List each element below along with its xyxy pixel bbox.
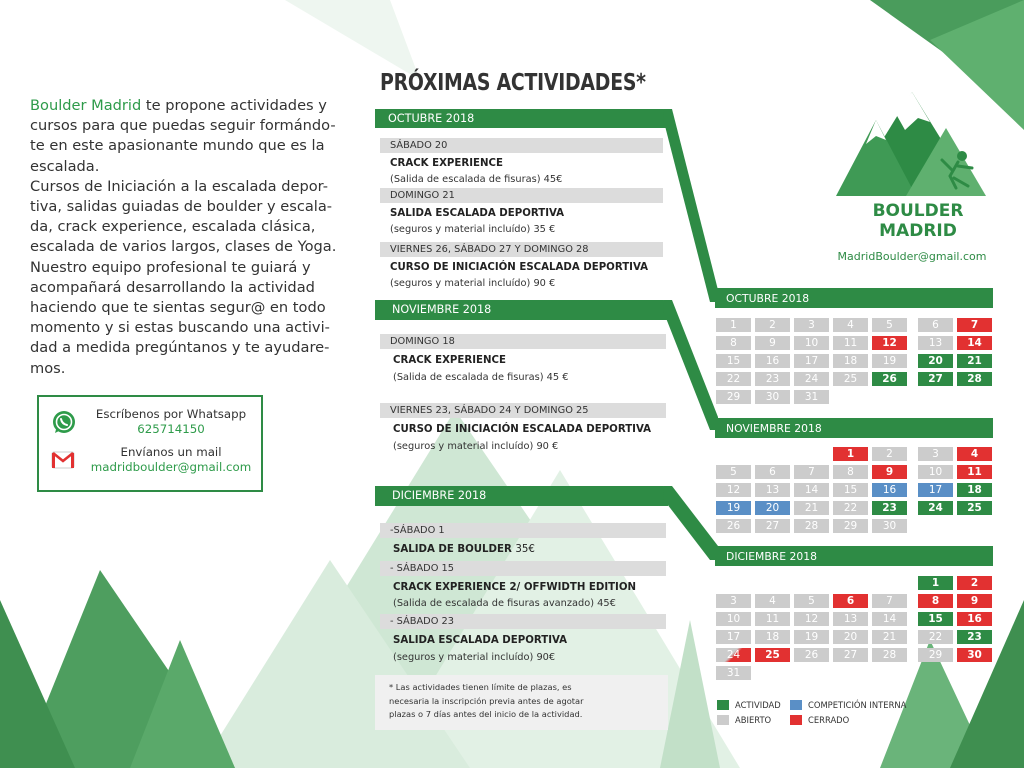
activity-detail: (Salida de escalada de fisuras) 45€	[390, 174, 563, 185]
calendar-day-competicion: 20	[755, 501, 790, 515]
footnote-line: * Las actividades tienen límite de plazas, es	[389, 682, 572, 692]
intro-line: dad a medida pregúntanos y te ayudare-	[30, 339, 330, 357]
calendar-day-abierto: 4	[755, 594, 790, 608]
calendar-day-mixed: 24	[716, 648, 751, 662]
calendar-day-abierto: 10	[918, 465, 953, 479]
activity-date: VIERNES 23, SÁBADO 24 Y DOMINGO 25	[380, 403, 666, 418]
calendar-day-abierto: 1	[716, 318, 751, 332]
calendar-day-abierto: 20	[833, 630, 868, 644]
calendar-day-abierto: 15	[833, 483, 868, 497]
calendar-day-cerrado: 11	[957, 465, 992, 479]
activity-name: CRACK EXPERIENCE	[390, 158, 503, 169]
calendar-day-abierto: 18	[755, 630, 790, 644]
calendar-day-cerrado: 8	[918, 594, 953, 608]
calendar-day-abierto: 26	[716, 519, 751, 533]
activity-price: 35€	[515, 544, 535, 555]
calendar-day-abierto: 25	[833, 372, 868, 386]
intro-line: haciendo que te sientas segur@ en todo	[30, 299, 326, 317]
calendar-day-abierto: 15	[716, 354, 751, 368]
calendar-day-actividad: 18	[957, 483, 992, 497]
intro-line-text: te propone actividades y	[145, 97, 327, 114]
legend-swatch-actividad	[717, 700, 729, 710]
calendar-day-abierto: 9	[755, 336, 790, 350]
activity-date: - SÁBADO 23	[380, 614, 666, 629]
calendar-day-abierto: 4	[833, 318, 868, 332]
calendar-day-abierto: 31	[716, 666, 751, 680]
legend-label: COMPETICIÓN INTERNA	[808, 700, 907, 710]
calendar-day-abierto: 5	[794, 594, 829, 608]
activity-name: CRACK EXPERIENCE 2/ OFFWIDTH EDITION	[393, 582, 637, 593]
mountain-climber-logo-icon	[836, 92, 986, 196]
activity-date: DOMINGO 21	[380, 188, 663, 203]
calendar-day-abierto: 18	[833, 354, 868, 368]
footnote-line: plazas o 7 días antes del inicio de la actividad.	[389, 709, 583, 719]
calendar-day-abierto: 14	[794, 483, 829, 497]
calendar-day-abierto: 6	[755, 465, 790, 479]
intro-line: tiva, salidas guiadas de boulder y escala-	[30, 198, 333, 216]
calendar-day-abierto: 27	[833, 648, 868, 662]
calendar-day-abierto: 12	[716, 483, 751, 497]
calendar-day-abierto: 23	[755, 372, 790, 386]
mail-label: Envíanos un mail	[120, 445, 222, 459]
whatsapp-icon[interactable]	[51, 409, 77, 435]
activity-detail: (seguros y material incluído) 90€	[393, 652, 556, 663]
calendar-day-abierto: 3	[716, 594, 751, 608]
intro-line	[30, 96, 342, 116]
calendar-day-abierto: 30	[755, 390, 790, 404]
calendar-day-actividad: 15	[918, 612, 953, 626]
calendar-day-actividad: 21	[957, 354, 992, 368]
calendar-day-abierto: 7	[794, 465, 829, 479]
activity-detail: (seguros y material incluído) 90 €	[393, 441, 559, 452]
legend-label: ABIERTO	[735, 715, 772, 725]
intro-line: te en este apasionante mundo que es la	[30, 137, 325, 155]
logo-line-2: MADRID	[879, 221, 957, 241]
calendar-day-abierto: 8	[716, 336, 751, 350]
calendar-day-abierto: 31	[794, 390, 829, 404]
intro-line: Nuestro equipo profesional te guiará y	[30, 258, 311, 276]
calendar-day-competicion: 17	[918, 483, 953, 497]
calendar-day-actividad: 27	[918, 372, 953, 386]
intro-line: escalada.	[30, 157, 100, 175]
legend-label: ACTIVIDAD	[735, 700, 781, 710]
calendar-day-abierto: 21	[794, 501, 829, 515]
calendar-header: DICIEMBRE 2018	[726, 550, 817, 563]
activity-name: CRACK EXPERIENCE	[393, 355, 506, 366]
gmail-icon[interactable]	[51, 450, 75, 470]
logo-wordmark	[858, 201, 978, 241]
brand-name: Boulder Madrid	[30, 97, 142, 114]
calendar-day-abierto: 10	[716, 612, 751, 626]
activity-name-text: SALIDA DE BOULDER	[393, 544, 512, 555]
calendar-day-cerrado: 16	[957, 612, 992, 626]
activities-month-header: OCTUBRE 2018	[388, 112, 475, 125]
calendar-day-abierto: 27	[755, 519, 790, 533]
calendar-day-abierto: 13	[833, 612, 868, 626]
calendar-day-competicion: 16	[872, 483, 907, 497]
activity-date: SÁBADO 20	[380, 138, 663, 153]
activity-date: -SÁBADO 1	[380, 523, 666, 538]
calendar-day-abierto: 10	[794, 336, 829, 350]
activity-detail: (seguros y material incluído) 35 €	[390, 224, 556, 235]
contact-box	[37, 395, 263, 492]
legend-swatch-competicion	[790, 700, 802, 710]
calendar-day-abierto: 7	[872, 594, 907, 608]
calendar-day-abierto: 29	[716, 390, 751, 404]
activities-month-header: DICIEMBRE 2018	[392, 489, 487, 502]
calendar-day-abierto: 14	[872, 612, 907, 626]
calendar-day-abierto: 21	[872, 630, 907, 644]
calendar-header: OCTUBRE 2018	[726, 292, 810, 305]
calendar-day-abierto: 17	[794, 354, 829, 368]
calendar-day-cerrado: 12	[872, 336, 907, 350]
calendar-day-abierto: 13	[755, 483, 790, 497]
activity-date: VIERNES 26, SÁBADO 27 Y DOMINGO 28	[380, 242, 663, 257]
activity-detail: (Salida de escalada de fisuras avanzado) 45€	[393, 598, 616, 609]
intro-line: escalada de varios largos, clases de Yoga.	[30, 238, 337, 256]
activities-month-header: NOVIEMBRE 2018	[392, 303, 492, 316]
calendar-day-actividad: 28	[957, 372, 992, 386]
calendar-day-cerrado: 6	[833, 594, 868, 608]
calendar-day-abierto: 17	[716, 630, 751, 644]
intro-line: acompañará desarrollando la actividad	[30, 278, 315, 296]
logo-email[interactable]: MadridBoulder@gmail.com	[837, 250, 987, 263]
legend-label: CERRADO	[808, 715, 850, 725]
logo-line-1: BOULDER	[872, 201, 964, 221]
activity-date: - SÁBADO 15	[380, 561, 666, 576]
calendar-day-actividad: 20	[918, 354, 953, 368]
activity-name: SALIDA ESCALADA DEPORTIVA	[390, 208, 565, 219]
calendar-day-abierto: 29	[918, 648, 953, 662]
whatsapp-number[interactable]: 625714150	[137, 422, 205, 436]
calendar-day-abierto: 24	[794, 372, 829, 386]
mail-address[interactable]: madridboulder@gmail.com	[90, 460, 252, 474]
calendar-day-cerrado: 4	[957, 447, 992, 461]
activity-name: CURSO DE INICIACIÓN ESCALADA DEPORTIVA	[390, 262, 649, 273]
legend-swatch-cerrado	[790, 715, 802, 725]
calendar-day-cerrado: 14	[957, 336, 992, 350]
intro-paragraph	[30, 96, 342, 379]
calendar-day-abierto: 11	[833, 336, 868, 350]
intro-line: cursos para que puedas seguir formándo-	[30, 117, 336, 135]
activity-name: CURSO DE INICIACIÓN ESCALADA DEPORTIVA	[393, 424, 652, 435]
calendar-day-abierto: 30	[872, 519, 907, 533]
calendar-day-abierto: 28	[872, 648, 907, 662]
activity-detail: (Salida de escalada de fisuras) 45 €	[393, 372, 569, 383]
footnote-line: necesaria la inscripción previa antes de agotar	[389, 695, 584, 706]
intro-line: Cursos de Iniciación a la escalada depor-	[30, 177, 328, 195]
calendar-day-abierto: 22	[716, 372, 751, 386]
whatsapp-label: Escríbenos por Whatsapp	[95, 407, 247, 421]
calendar-day-cerrado: 25	[755, 648, 790, 662]
activity-detail: (seguros y material incluído) 90 €	[390, 278, 556, 289]
calendar-day-cerrado: 9	[872, 465, 907, 479]
activity-date: DOMINGO 18	[380, 334, 666, 349]
calendar-day-actividad: 23	[872, 501, 907, 515]
calendar-day-abierto: 6	[918, 318, 953, 332]
calendar-day-abierto: 11	[755, 612, 790, 626]
calendar-day-actividad: 1	[918, 576, 953, 590]
calendar-day-abierto: 26	[794, 648, 829, 662]
calendar-day-abierto: 3	[794, 318, 829, 332]
calendar-day-abierto: 16	[755, 354, 790, 368]
intro-line: da, crack experience, escalada clásica,	[30, 218, 316, 236]
activity-name: SALIDA ESCALADA DEPORTIVA	[393, 635, 568, 646]
calendar-day-abierto: 8	[833, 465, 868, 479]
calendar-day-abierto: 3	[918, 447, 953, 461]
calendar-day-abierto: 2	[872, 447, 907, 461]
calendar-day-actividad: 23	[957, 630, 992, 644]
calendar-day-abierto: 2	[755, 318, 790, 332]
calendar-day-cerrado: 1	[833, 447, 868, 461]
calendar-day-actividad: 24	[918, 501, 953, 515]
calendar-day-abierto: 5	[872, 318, 907, 332]
calendar-day-abierto: 19	[872, 354, 907, 368]
calendar-header: NOVIEMBRE 2018	[726, 422, 822, 435]
calendar-day-competicion: 19	[716, 501, 751, 515]
intro-line: momento y si estas buscando una activi-	[30, 319, 330, 337]
calendar-day-abierto: 28	[794, 519, 829, 533]
calendar-day-abierto: 13	[918, 336, 953, 350]
activities-title: PRÓXIMAS ACTIVIDADES*	[380, 70, 646, 96]
calendar-day-cerrado: 30	[957, 648, 992, 662]
calendar-day-cerrado: 2	[957, 576, 992, 590]
activity-name	[393, 544, 535, 555]
intro-line: mos.	[30, 359, 66, 377]
legend-swatch-abierto	[717, 715, 729, 725]
calendar-day-cerrado: 7	[957, 318, 992, 332]
calendar-day-abierto: 19	[794, 630, 829, 644]
calendar-day-abierto: 29	[833, 519, 868, 533]
calendar-day-cerrado: 9	[957, 594, 992, 608]
calendar-day-abierto: 5	[716, 465, 751, 479]
calendar-day-abierto: 22	[833, 501, 868, 515]
calendar-day-actividad: 26	[872, 372, 907, 386]
calendar-day-abierto: 12	[794, 612, 829, 626]
calendar-day-actividad: 25	[957, 501, 992, 515]
calendar-day-abierto: 22	[918, 630, 953, 644]
activities-footnote	[375, 675, 668, 730]
